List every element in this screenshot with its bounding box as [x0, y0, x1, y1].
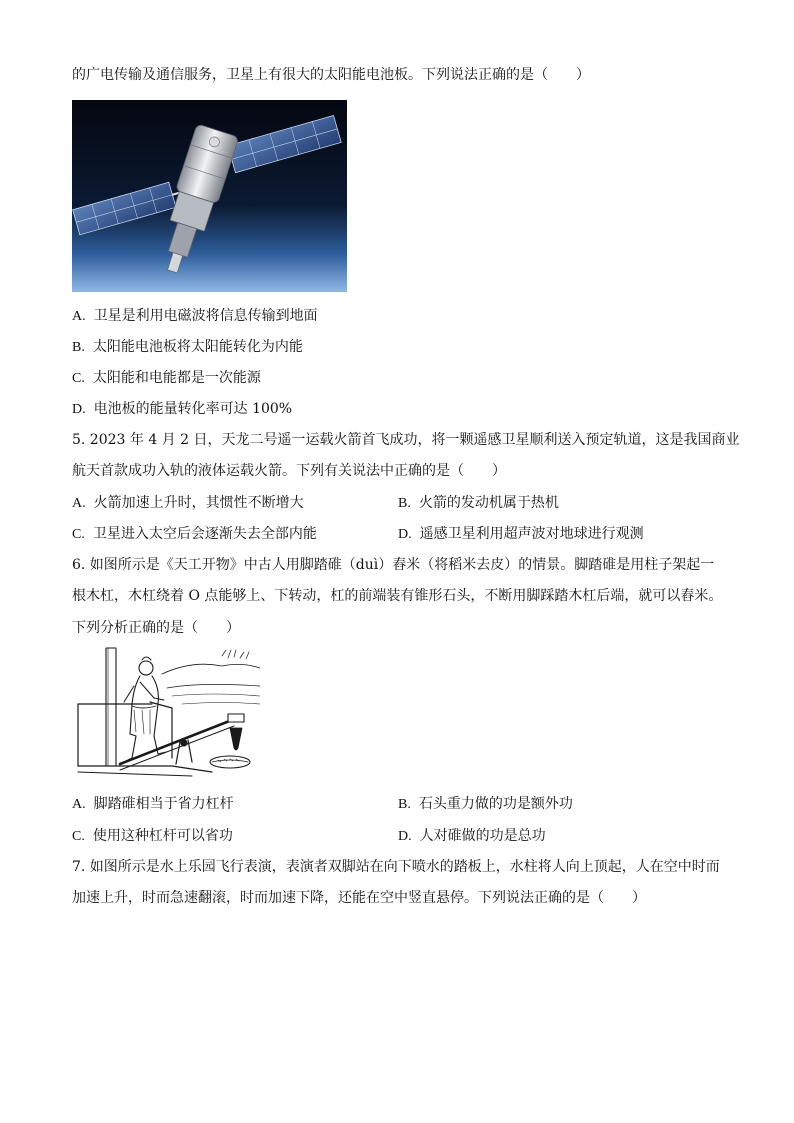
satellite-photo: [72, 100, 347, 292]
q6-option-b: B. 石头重力做的功是额外功: [398, 796, 573, 812]
q5-option-c: C. 卫星进入太空后会逐渐失去全部内能: [72, 526, 317, 542]
q6-option-c: C. 使用这种杠杆可以省功: [72, 828, 233, 844]
q5-stem-line-2: 航天首款成功入轨的液体运载火箭。下列有关说法中正确的是（ ）: [72, 463, 506, 479]
q4-option-d: D. 电池板的能量转化率可达 100%: [72, 401, 293, 417]
satellite-illustration: [72, 100, 347, 292]
q6-option-d: D. 人对碓做的功是总功: [398, 828, 546, 844]
foot-pestle-drawing: [72, 646, 260, 786]
q7-stem-line-2: 加速上升，时而急速翻滚，时而加速下降，还能在空中竖直悬停。下列说法正确的是（ ）: [72, 890, 646, 906]
q5-stem-line-1: 5. 2023 年 4 月 2 日，天龙二号遥一运载火箭首飞成功，将一颗遥感卫星顺利送入预定轨道，这是我国商业: [72, 432, 740, 448]
q4-option-b: B. 太阳能电池板将太阳能转化为内能: [72, 339, 303, 355]
q4-option-a: A. 卫星是利用电磁波将信息传输到地面: [72, 308, 318, 324]
q6-option-a: A. 脚踏碓相当于省力杠杆: [72, 796, 234, 812]
q4-option-c: C. 太阳能和电能都是一次能源: [72, 370, 261, 386]
q6-stem-line-3: 下列分析正确的是（ ）: [72, 620, 240, 636]
foot-pestle-illustration: [72, 646, 260, 786]
q4-stem-tail: 的广电传输及通信服务，卫星上有很大的太阳能电池板。下列说法正确的是（ ）: [72, 67, 590, 83]
q7-stem-line-1: 7. 如图所示是水上乐园飞行表演，表演者双脚站在向下喷水的踏板上，水柱将人向上顶起，人在空中时而: [72, 859, 720, 875]
q6-stem-line-2: 根木杠，木杠绕着 O 点能够上、下转动，杠的前端装有锥形石头，不断用脚踩踏木杠后端，就可以舂米。: [72, 588, 723, 604]
q5-option-d: D. 遥感卫星利用超声波对地球进行观测: [398, 526, 644, 542]
q5-option-a: A. 火箭加速上升时，其惯性不断增大: [72, 495, 304, 511]
q5-option-b: B. 火箭的发动机属于热机: [398, 495, 559, 511]
q6-stem-line-1: 6. 如图所示是《天工开物》中古人用脚踏碓（duì）舂米（将稻米去皮）的情景。脚踏碓是用柱子架起一: [72, 557, 715, 573]
